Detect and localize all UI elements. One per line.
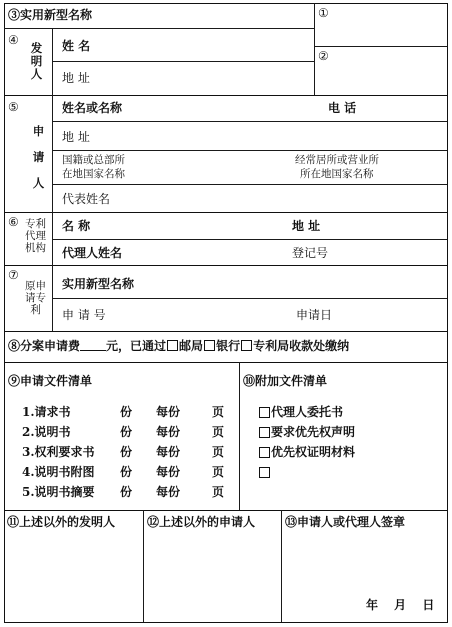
attach-list-title	[243, 374, 327, 388]
attach-item-label: 要求优先权声明	[271, 425, 356, 439]
original-application-date-label: 申请日	[296, 308, 333, 322]
applicant-nationality-label-2: 在地国家名称	[62, 168, 125, 180]
inventor-inner-line	[52, 61, 314, 62]
doc-item-label: 3.权利要求书	[22, 445, 95, 459]
applicant-residence-label-2: 所在地国家名称	[300, 168, 374, 180]
attach-title-text: 附加文件清单	[255, 374, 328, 388]
docs-section-number: ⑨	[8, 374, 21, 388]
post-office-checkbox[interactable]	[167, 340, 178, 351]
footer-divider-2	[281, 510, 282, 622]
applicant-nationality-label-1: 国籍或总部所	[62, 154, 125, 166]
attach-item-checkbox[interactable]	[259, 407, 270, 418]
original-title-label: 实用新型名称	[62, 277, 135, 291]
inventor-side-label: 发明人	[30, 41, 43, 81]
doc-copies-unit: 份	[120, 425, 133, 439]
attach-section-number: ⑩	[243, 374, 256, 388]
doc-pages-unit: 页	[212, 405, 225, 419]
doc-copies-unit: 份	[120, 405, 133, 419]
inventor-bottom-line	[4, 95, 447, 96]
section-number: ③	[8, 8, 21, 22]
doc-per-copy-label: 每份	[156, 425, 181, 439]
applicant-side-label: 申请人	[32, 124, 45, 190]
box1-box2-divider	[314, 46, 447, 47]
doc-copies-unit: 份	[120, 485, 133, 499]
agency-inner-line	[52, 239, 447, 240]
patent-office-checkbox[interactable]	[241, 340, 252, 351]
applicant-side-divider	[52, 95, 53, 212]
docs-title-text: 申请文件清单	[20, 374, 93, 388]
agency-registration-label: 登记号	[292, 246, 329, 260]
original-inner-line	[52, 298, 447, 299]
box1-number: ①	[318, 6, 329, 20]
doc-item-label: 5.说明书摘要	[22, 485, 95, 499]
original-application-number-label: 申 请 号	[62, 308, 106, 322]
other-inventors-label: ⑪上述以外的发明人	[7, 515, 116, 529]
doc-per-copy-label: 每份	[156, 485, 181, 499]
original-side-label: 原申请专利	[25, 280, 46, 316]
applicant-line-1	[52, 121, 447, 122]
attach-item-label: 代理人委托书	[271, 405, 344, 419]
doc-per-copy-label: 每份	[156, 405, 181, 419]
post-office-label: 邮局	[179, 339, 204, 353]
box2-number: ②	[318, 49, 329, 63]
attach-item-checkbox[interactable]	[259, 447, 270, 458]
applicant-line-2	[52, 150, 447, 151]
frame-bottom-line	[4, 622, 448, 623]
doc-copies-unit: 份	[120, 445, 133, 459]
applicant-line-3	[52, 184, 447, 185]
frame-top-line	[4, 3, 448, 4]
doc-per-copy-label: 每份	[156, 445, 181, 459]
fee-paid-via-label: 元，已通过	[106, 339, 167, 353]
divisional-fee-line	[8, 339, 349, 353]
doc-per-copy-label: 每份	[156, 465, 181, 479]
original-bottom-line	[4, 331, 447, 332]
attach-item-label: 优先权证明材料	[271, 445, 356, 459]
attach-item-checkbox[interactable]	[259, 467, 270, 478]
agency-bottom-line	[4, 265, 447, 266]
title-label-text: 实用新型名称	[20, 8, 93, 22]
inventor-side-divider	[52, 28, 53, 95]
frame-left-line	[4, 3, 5, 623]
patent-office-label: 专利局收款处缴纳	[253, 339, 350, 353]
frame-right-line	[447, 3, 448, 623]
applicant-phone-label: 电 话	[328, 101, 357, 115]
doc-copies-unit: 份	[120, 465, 133, 479]
title-row-line	[4, 28, 314, 29]
doc-pages-unit: 页	[212, 445, 225, 459]
footer-divider-1	[143, 510, 144, 622]
agency-agent-label: 代理人姓名	[62, 246, 123, 260]
applicant-residence-label-1: 经常居所或营业所	[295, 154, 379, 166]
bank-checkbox[interactable]	[204, 340, 215, 351]
other-applicants-label: ⑫上述以外的申请人	[147, 515, 256, 529]
fee-amount-blank[interactable]	[80, 340, 106, 351]
doc-item-label: 4.说明书附图	[22, 465, 95, 479]
applicant-address-label: 地 址	[62, 130, 90, 144]
doc-pages-unit: 页	[212, 425, 225, 439]
docs-list-title	[8, 374, 92, 388]
bank-label: 银行	[216, 339, 241, 353]
applicant-representative-label: 代表姓名	[62, 192, 111, 206]
agency-side-label: 专利代理机构	[25, 218, 46, 254]
doc-item-label: 2.说明书	[22, 425, 71, 439]
doc-pages-unit: 页	[212, 465, 225, 479]
doc-item-label: 1.请求书	[22, 405, 71, 419]
header-right-divider	[314, 3, 315, 95]
inventor-address-label: 地 址	[62, 71, 90, 85]
docs-bottom-line	[4, 510, 447, 511]
attach-item-checkbox[interactable]	[259, 427, 270, 438]
inventor-section-number: ④	[8, 33, 19, 47]
agency-section-number: ⑥	[8, 215, 19, 229]
docs-attach-divider	[239, 362, 240, 510]
applicant-section-number: ⑤	[8, 100, 19, 114]
signature-label: ⑬申请人或代理人签章	[285, 515, 406, 529]
doc-pages-unit: 页	[212, 485, 225, 499]
agency-address-label: 地 址	[292, 219, 321, 233]
applicant-name-label: 姓名或名称	[62, 101, 123, 115]
agency-name-label: 名 称	[62, 219, 91, 233]
fee-section-number: ⑧	[8, 339, 21, 353]
applicant-bottom-line	[4, 212, 447, 213]
fee-label: 分案申请费	[20, 339, 81, 353]
inventor-name-label: 姓 名	[62, 39, 91, 53]
signature-date-line: 年 月 日	[366, 598, 435, 612]
original-section-number: ⑦	[8, 268, 19, 282]
fee-bottom-line	[4, 362, 447, 363]
utility-model-title-label	[8, 8, 92, 22]
